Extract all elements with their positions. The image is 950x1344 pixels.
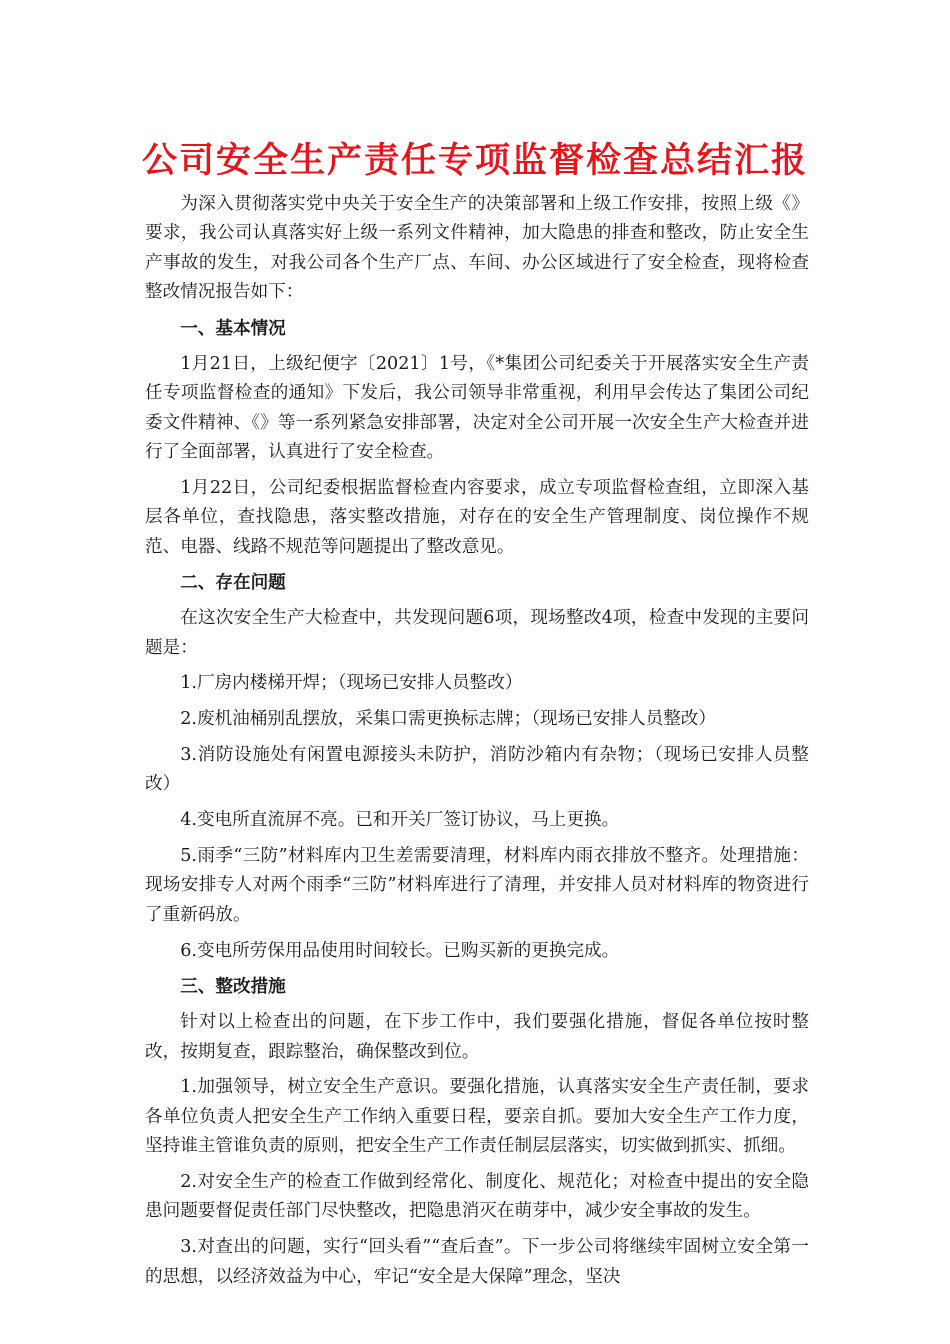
section-heading-rectification-measures: 三、整改措施 [180, 976, 286, 998]
problem-item: 6.变电所劳保用品使用时间较长。已购买新的更换完成。 [180, 940, 620, 961]
measure-item: 2.对安全生产的检查工作做到经常化、制度化、规范化；对检查中提出的安全隐患问题要督促责任部门尽快整改，把隐患消灭在萌芽中，减少安全事故的发生。 [145, 1172, 809, 1222]
document-body [145, 190, 809, 1298]
paragraph: 1月22日，公司纪委根据监督检查内容要求，成立专项监督检查组，立即深入基层各单位，查找隐患，落实整改措施，对存在的安全生产管理制度、岗位操作不规范、电器、线路不规范等问题提出了整改意见。 [145, 477, 809, 557]
problem-item: 3.消防设施处有闲置电源接头未防护，消防沙箱内有杂物；（现场已安排人员整改） [145, 745, 809, 795]
section-heading-existing-problems: 二、存在问题 [180, 572, 286, 594]
problem-item: 4.变电所直流屏不亮。已和开关厂签订协议，马上更换。 [180, 810, 620, 831]
problem-item: 5.雨季“三防”材料库内卫生差需要清理，材料库内雨衣排放不整齐。处理措施：现场安排专人对两个雨季“三防”材料库进行了清理，并安排人员对材料库的物资进行了重新码放。 [145, 846, 809, 925]
measure-item: 1.加强领导，树立安全生产意识。要强化措施，认真落实安全生产责任制，要求各单位负责人把安全生产工作纳入重要日程，要亲自抓。要加大安全生产工作力度，坚持谁主管谁负责的原则，把安全生产工作责任制层层落实，切实做到抓实、抓细。 [145, 1077, 809, 1157]
problem-item: 2.废机油桶别乱摆放，采集口需更换标志牌；（现场已安排人员整改） [180, 709, 716, 730]
paragraph: 针对以上检查出的问题，在下步工作中，我们要强化措施，督促各单位按时整改，按期复查，跟踪整治，确保整改到位。 [145, 1012, 809, 1062]
document-title: 公司安全生产责任专项监督检查总结汇报 [141, 140, 808, 181]
section-heading-basic-situation: 一、基本情况 [180, 318, 286, 340]
measure-item: 3.对查出的问题，实行“回头看”“查后查”。下一步公司将继续牢固树立安全第一的思想，以经济效益为中心，牢记“安全是大保障”理念，坚决 [145, 1237, 809, 1287]
paragraph: 1月21日，上级纪便字〔2021〕1号，《*集团公司纪委关于开展落实安全生产责任专项监督检查的通知》下发后，我公司领导非常重视，利用早会传达了集团公司纪委文件精神、《》等一系列紧急安排部署，决定对全公司开展一次安全生产大检查并进行了全面部署，认真进行了安全检查。 [145, 353, 809, 463]
paragraph: 在这次安全生产大检查中，共发现问题6项，现场整改4项，检查中发现的主要问题是： [145, 608, 809, 658]
intro-paragraph: 为深入贯彻落实党中央关于安全生产的决策部署和上级工作安排，按照上级《》要求，我公司认真落实好上级一系列文件精神，加大隐患的排查和整改，防止安全生产事故的发生，对我公司各个生产厂点、车间、办公区域进行了安全检查，现将检查整改情况报告如下： [145, 194, 809, 303]
problem-item: 1.厂房内楼梯开焊；（现场已安排人员整改） [180, 673, 523, 694]
